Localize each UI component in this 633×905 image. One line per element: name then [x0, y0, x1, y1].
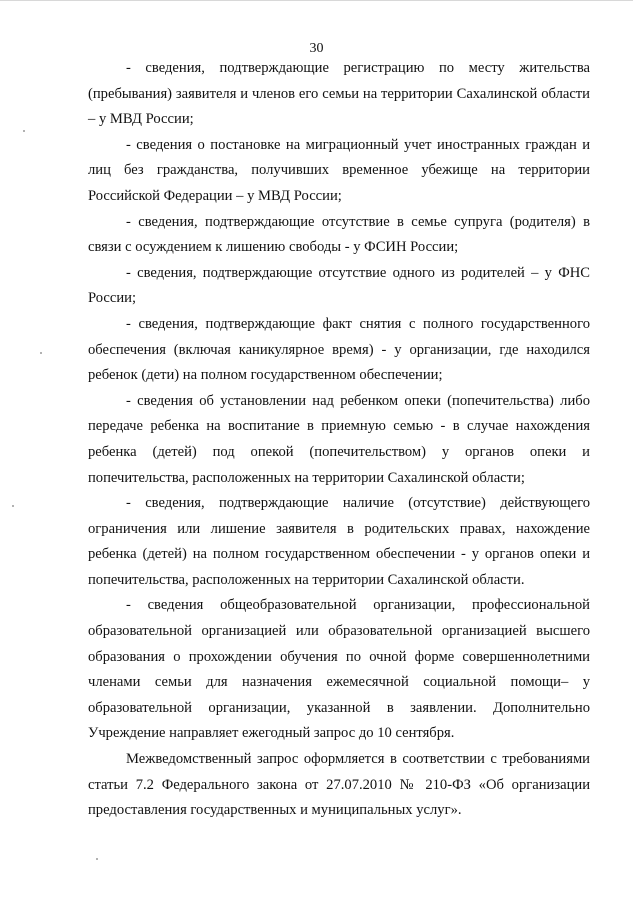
- scan-speck: [12, 505, 14, 507]
- page-number: 30: [309, 41, 324, 56]
- paragraph-absent-parent: - сведения, подтверждающие отсутствие одного из родителей – у ФНС России;: [88, 264, 590, 307]
- scan-edge: [0, 0, 633, 1]
- paragraph-guardianship: - сведения об установлении над ребенком опеки (попечительства) либо передаче ребенка на воспитание в приемную семью - в случае нахождения ребенка (детей) под опекой (попечительством) у органов опеки и попечительства, расположенных на территории Сахалинской области;: [88, 392, 590, 486]
- paragraph-registration: - сведения, подтверждающие регистрацию по месту жительства (пребывания) заявителя и членов его семьи на территории Сахалинской области – у МВД России;: [88, 60, 590, 128]
- paragraph-migration: - сведения о постановке на миграционный учет иностранных граждан и лиц без гражданства, получивших временное убежище на территории Российской Федерации – у МВД России;: [88, 136, 590, 204]
- paragraph-parental-rights: - сведения, подтверждающие наличие (отсутствие) действующего ограничения или лишение заявителя в родительских правах, нахождение ребенка (детей) на полном государственном обеспечении - у органов опеки и попечительства, расположенных на территории Сахалинской области.: [88, 495, 590, 588]
- scan-speck: [40, 352, 42, 354]
- scan-speck: [96, 858, 98, 860]
- paragraph-state-support: - сведения, подтверждающие факт снятия с полного государственного обеспечения (включая каникулярное время) - у организации, где находился ребенок (дети) на полном государственном обеспечении;: [88, 315, 590, 384]
- paragraph-interagency-request: Межведомственный запрос оформляется в соответствии с требованиями статьи 7.2 Федерального закона от 27.07.2010 № 210-ФЗ «Об организации предоставления государственных и муниципальных услуг».: [88, 751, 590, 819]
- paragraph-education: - сведения общеобразовательной организации, профессиональной образовательной организацией или образовательной организацией высшего образования о прохождении обучения по очной форме совершеннолетними членами семьи для назначения ежемесячной социальной помощи– у образовательной организации, указанной в заявлении. Дополнительно Учреждение направляет ежегодный запрос до 10 сентября.: [88, 597, 590, 742]
- document-body: [88, 56, 590, 824]
- scan-speck: [23, 130, 25, 132]
- paragraph-imprisonment: - сведения, подтверждающие отсутствие в семье супруга (родителя) в связи с осуждением к лишению свободы - у ФСИН России;: [88, 213, 590, 256]
